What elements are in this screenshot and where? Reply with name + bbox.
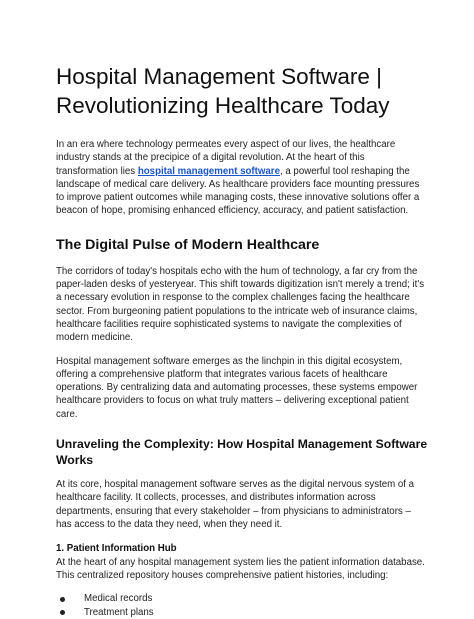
bullet-icon: [60, 597, 65, 602]
digital-pulse-paragraph-1: The corridors of today's hospitals echo with the hum of technology, a far cry from the paper-laden desks of yesteryear. This shift towards digitization isn't merely a trend; it's a necessary evolution in response to the complex challenges facing the healthcare sector. From burgeoning patient populations to the intricate web of insurance claims, healthcare facilities require sophisticated systems to navigate the complexities of modern medicine.: [56, 265, 425, 344]
subheading-patient-information-hub: 1. Patient Information Hub: [56, 543, 177, 555]
list-item-text: Medical records: [84, 593, 153, 605]
unraveling-paragraph-1: At its core, hospital management software serves as the digital nervous system of a healthcare facility. It collects, processes, and distributes information across departments, ensuring that every stakeholder – from physicians to administrators – has access to the data they need, when they need it.: [56, 479, 415, 530]
patient-hub-paragraph: At the heart of any hospital management system lies the patient information database. This centralized repository houses comprehensive patient histories, including:: [56, 556, 425, 581]
intro-paragraph: [56, 138, 428, 218]
digital-pulse-paragraph-2: Hospital management software emerges as the linchpin in this digital ecosystem, offering a comprehensive platform that integrates various facets of healthcare operations. By centralizing data and automating processes, these systems empower healthcare providers to focus on what truly matters – delivering exceptional patient care.: [56, 355, 418, 420]
section-heading-digital-pulse: The Digital Pulse of Modern Healthcare: [56, 236, 320, 253]
patient-history-list: [56, 592, 428, 619]
list-item: [56, 606, 428, 619]
list-item-text: Treatment plans: [84, 606, 154, 618]
intro-text-after-link: , a powerful tool reshaping the landscape of medical care delivery. As healthcare providers face mounting pressures to improve patient outcomes while managing costs, these innovative solutions offer a beacon of hope, promising enhanced efficiency, accuracy, and patient satisfaction.: [56, 165, 420, 217]
hospital-management-software-link[interactable]: hospital management software: [137, 165, 280, 177]
article-title: Hospital Management Software | Revolutionizing Healthcare Today: [56, 64, 390, 118]
list-item: [56, 592, 428, 606]
article-body: [56, 62, 428, 619]
section-heading-unraveling: Unraveling the Complexity: How Hospital Management Software Works: [56, 437, 428, 468]
bullet-icon: [60, 610, 65, 615]
intro-text-before-link: In an era where technology permeates every aspect of our lives, the healthcare industry stands at the precipice of a digital revolution. At the heart of this transformation lies: [56, 139, 396, 177]
